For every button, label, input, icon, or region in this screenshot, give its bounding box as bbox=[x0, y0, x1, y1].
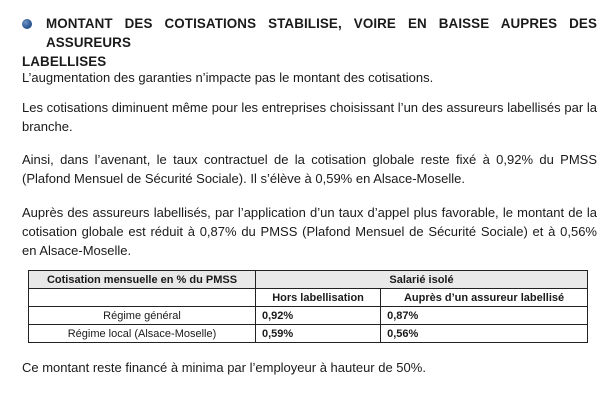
table-subheader-hors: Hors labellisation bbox=[256, 289, 381, 307]
cotisation-table bbox=[28, 270, 588, 343]
value-labellise: 0,87% bbox=[381, 307, 588, 325]
paragraph-3: Ainsi, dans l’avenant, le taux contractuel de la cotisation globale reste fixé à 0,92% du PMSS (Plafond Mensuel de Sécurité Sociale). Il s’élève à 0,59% en Alsace-Moselle. bbox=[22, 152, 597, 186]
paragraph-2: Les cotisations diminuent même pour les entreprises choisissant l’un des assureurs labellisés par la branche. bbox=[22, 100, 597, 134]
bullet-icon bbox=[22, 19, 32, 29]
value-hors: 0,92% bbox=[256, 307, 381, 325]
paragraph-5: Ce montant reste financé à minima par l’employeur à hauteur de 50%. bbox=[22, 360, 426, 375]
table-header-right: Salarié isolé bbox=[256, 271, 588, 289]
paragraph-4: Auprès des assureurs labellisés, par l’application d’un taux d’appel plus favorable, le montant de la cotisation globale est réduit à 0,87% du PMSS (Plafond Mensuel de Sécurité Sociale) et à 0,56% en Alsace-Moselle. bbox=[22, 205, 597, 258]
section-heading-text bbox=[22, 14, 597, 71]
table-subheader-empty bbox=[29, 289, 256, 307]
row-label: Régime local (Alsace-Moselle) bbox=[29, 325, 256, 343]
table-row bbox=[29, 325, 588, 343]
row-label: Régime général bbox=[29, 307, 256, 325]
table-header-row bbox=[29, 271, 588, 289]
table-subheader-labellise: Auprès d’un assureur labellisé bbox=[381, 289, 588, 307]
section-heading bbox=[22, 14, 597, 71]
table-header-left: Cotisation mensuelle en % du PMSS bbox=[29, 271, 256, 289]
value-hors: 0,59% bbox=[256, 325, 381, 343]
heading-line-1: MONTANT DES COTISATIONS STABILISE, VOIRE EN BAISSE AUPRES DES ASSUREURS bbox=[46, 16, 597, 50]
table-subheader-row bbox=[29, 289, 588, 307]
heading-line-2: LABELLISES bbox=[22, 54, 107, 69]
paragraph-1: L’augmentation des garanties n’impacte pas le montant des cotisations. bbox=[22, 70, 434, 85]
value-labellise: 0,56% bbox=[381, 325, 588, 343]
table-row bbox=[29, 307, 588, 325]
